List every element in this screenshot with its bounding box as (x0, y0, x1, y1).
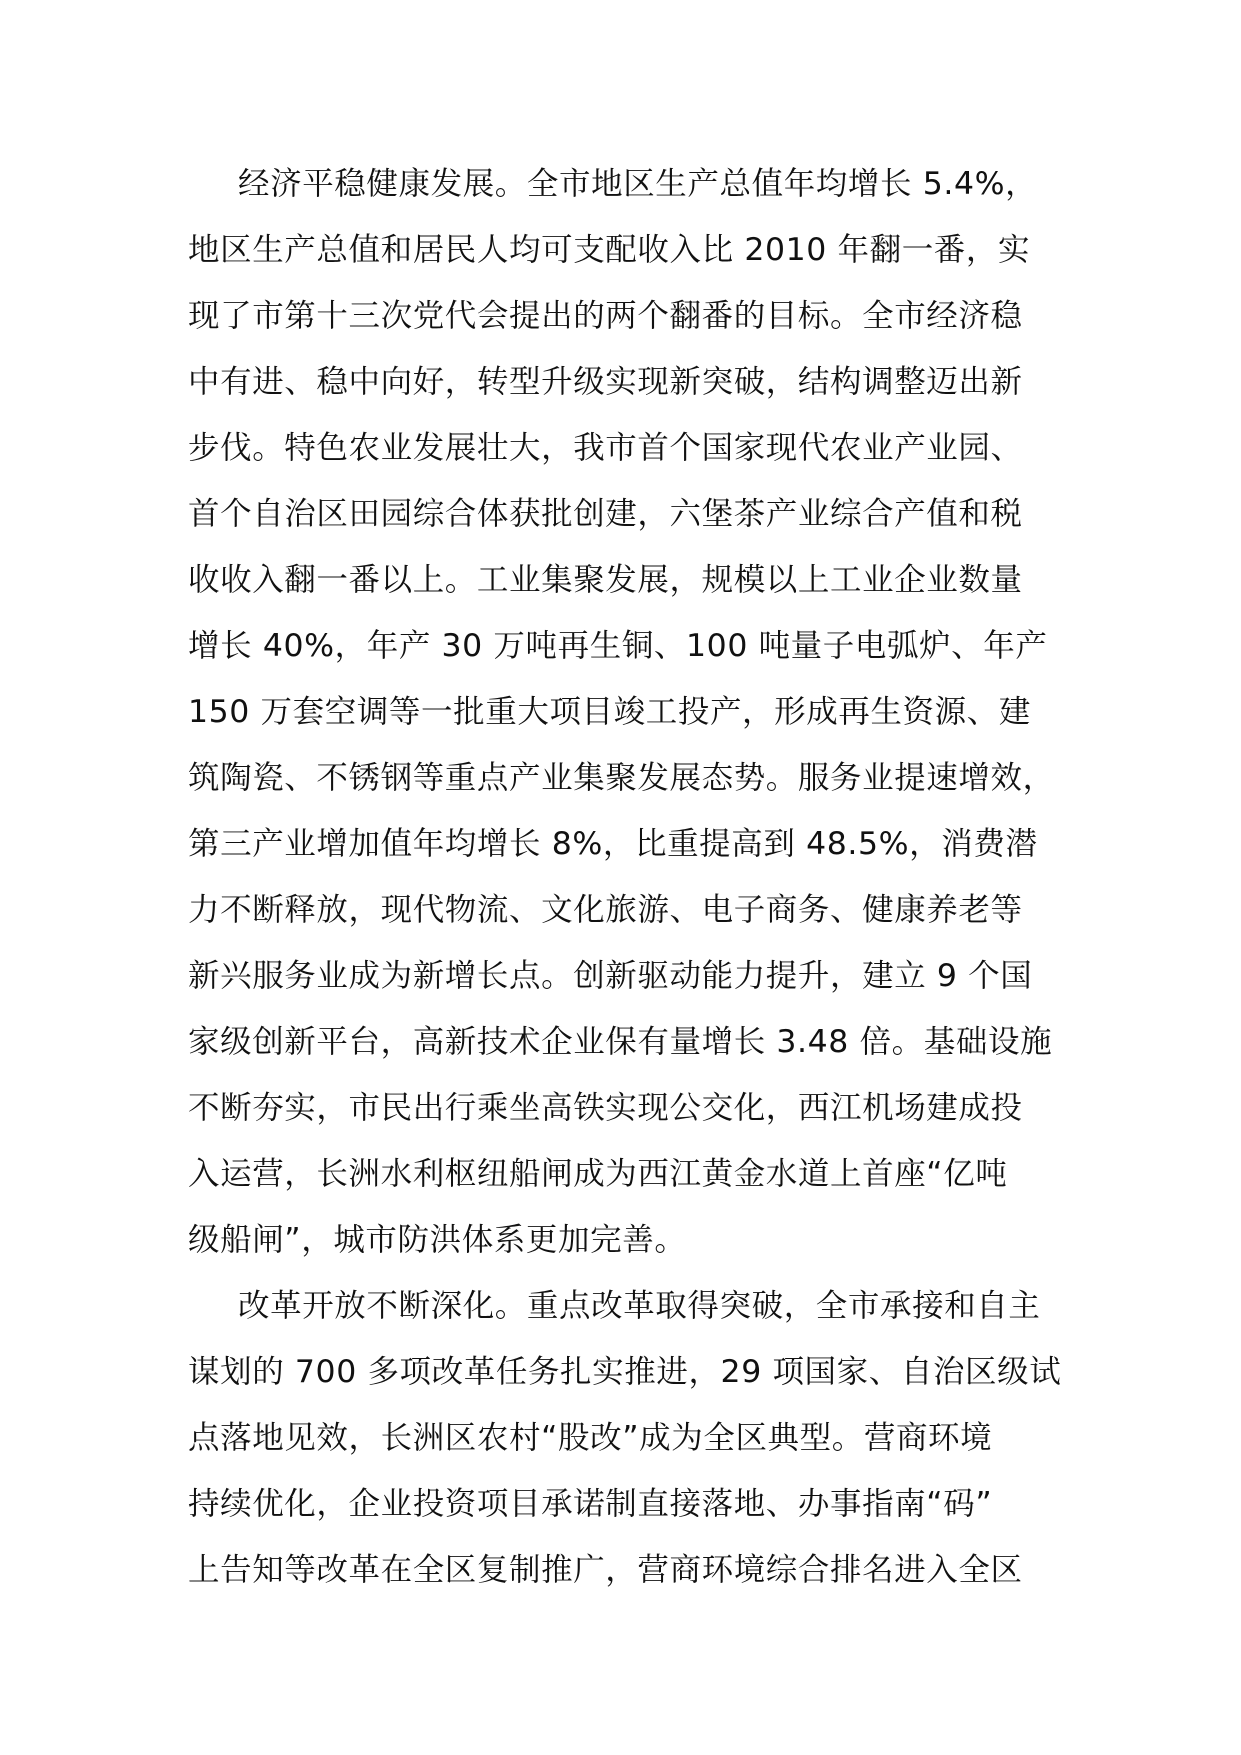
text-line: 增长 40%，年产 30 万吨再生铜、100 吨量子电弧炉、年产 (188, 628, 1048, 664)
text-line: 第三产业增加值年均增长 8%，比重提高到 48.5%，消费潜 (188, 826, 1038, 862)
text-line: 首个自治区田园综合体获批创建，六堡茶产业综合产值和税 (188, 496, 1023, 532)
paragraph-economy (188, 151, 1056, 1273)
text-line: 新兴服务业成为新增长点。创新驱动能力提升，建立 9 个国 (188, 958, 1033, 994)
body-text (188, 151, 1062, 1603)
text-line: 谋划的 700 多项改革任务扎实推进，29 项国家、自治区级试 (188, 1354, 1062, 1390)
text-line: 级船闸”，城市防洪体系更加完善。 (188, 1222, 687, 1258)
text-line: 家级创新平台，高新技术企业保有量增长 3.48 倍。基础设施 (188, 1024, 1053, 1060)
text-line: 中有进、稳中向好，转型升级实现新突破，结构调整迈出新 (188, 364, 1023, 400)
text-line: 力不断释放，现代物流、文化旅游、电子商务、健康养老等 (188, 892, 1023, 928)
text-line: 经济平稳健康发展。全市地区生产总值年均增长 5.4%， (238, 166, 1038, 202)
text-line: 筑陶瓷、不锈钢等重点产业集聚发展态势。服务业提速增效， (188, 760, 1055, 796)
text-line: 不断夯实，市民出行乘坐高铁实现公交化，西江机场建成投 (188, 1090, 1023, 1126)
text-line: 改革开放不断深化。重点改革取得突破，全市承接和自主 (238, 1288, 1041, 1324)
text-line: 上告知等改革在全区复制推广，营商环境综合排名进入全区 (188, 1552, 1023, 1588)
text-line: 入运营，长洲水利枢纽船闸成为西江黄金水道上首座“亿吨 (188, 1156, 1008, 1192)
text-line: 现了市第十三次党代会提出的两个翻番的目标。全市经济稳 (188, 298, 1023, 334)
text-line: 步伐。特色农业发展壮大，我市首个国家现代农业产业园、 (188, 430, 1023, 466)
text-line: 150 万套空调等一批重大项目竣工投产，形成再生资源、建 (188, 694, 1031, 730)
text-line: 收收入翻一番以上。工业集聚发展，规模以上工业企业数量 (188, 562, 1023, 598)
text-line: 地区生产总值和居民人均可支配收入比 2010 年翻一番，实 (188, 232, 1031, 268)
text-line: 持续优化，企业投资项目承诺制直接落地、办事指南“码” (188, 1486, 993, 1522)
paragraph-reform (188, 1273, 1062, 1603)
text-line: 点落地见效，长洲区农村“股改”成为全区典型。营商环境 (188, 1420, 993, 1456)
